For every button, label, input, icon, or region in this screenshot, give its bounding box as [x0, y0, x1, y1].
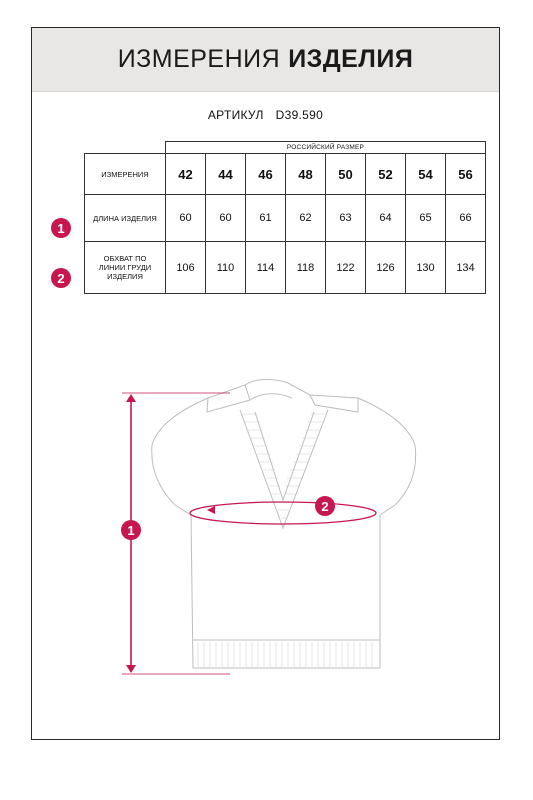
table-cell: 61: [246, 195, 286, 242]
table-cell: 63: [326, 195, 366, 242]
chest-measure: [190, 502, 376, 524]
length-marker-label: 1: [127, 523, 135, 538]
table-cell: 66: [446, 195, 486, 242]
size-header: 42: [166, 154, 206, 195]
table-cell: 65: [406, 195, 446, 242]
title-light: ИЗМЕРЕНИЯ: [117, 45, 281, 73]
table-cell: 122: [326, 242, 366, 294]
measure-header: ИЗМЕРЕНИЯ: [85, 154, 166, 195]
title-bold: ИЗДЕЛИЯ: [288, 45, 414, 73]
table-cell: 114: [246, 242, 286, 294]
table-cell: 62: [286, 195, 326, 242]
size-header: 50: [326, 154, 366, 195]
article-label: АРТИКУЛ: [207, 108, 264, 122]
size-group-header: РОССИЙСКИЙ РАЗМЕР: [166, 142, 486, 154]
table-cell: 118: [286, 242, 326, 294]
size-header: 48: [286, 154, 326, 195]
chest-marker-label: 2: [321, 499, 329, 514]
table-cell: 134: [446, 242, 486, 294]
hem-ribbing: [198, 642, 372, 667]
table-cell: 130: [406, 242, 446, 294]
size-header: 54: [406, 154, 446, 195]
size-header: 46: [246, 154, 286, 195]
table-cell: 110: [206, 242, 246, 294]
table-cell: 106: [166, 242, 206, 294]
length-badge: 1: [51, 218, 71, 238]
article-code: D39.590: [275, 108, 324, 122]
table-cell: 64: [366, 195, 406, 242]
table-cell: 60: [166, 195, 206, 242]
table-cell: 60: [206, 195, 246, 242]
row-label-length: ДЛИНА ИЗДЕЛИЯ: [85, 195, 166, 242]
table-cell: 126: [366, 242, 406, 294]
size-header: 52: [366, 154, 406, 195]
size-header: 56: [446, 154, 486, 195]
size-header: 44: [206, 154, 246, 195]
chest-badge: 2: [51, 268, 71, 288]
row-label-chest: ОБХВАТ ПО ЛИНИИ ГРУДИ ИЗДЕЛИЯ: [85, 242, 166, 294]
